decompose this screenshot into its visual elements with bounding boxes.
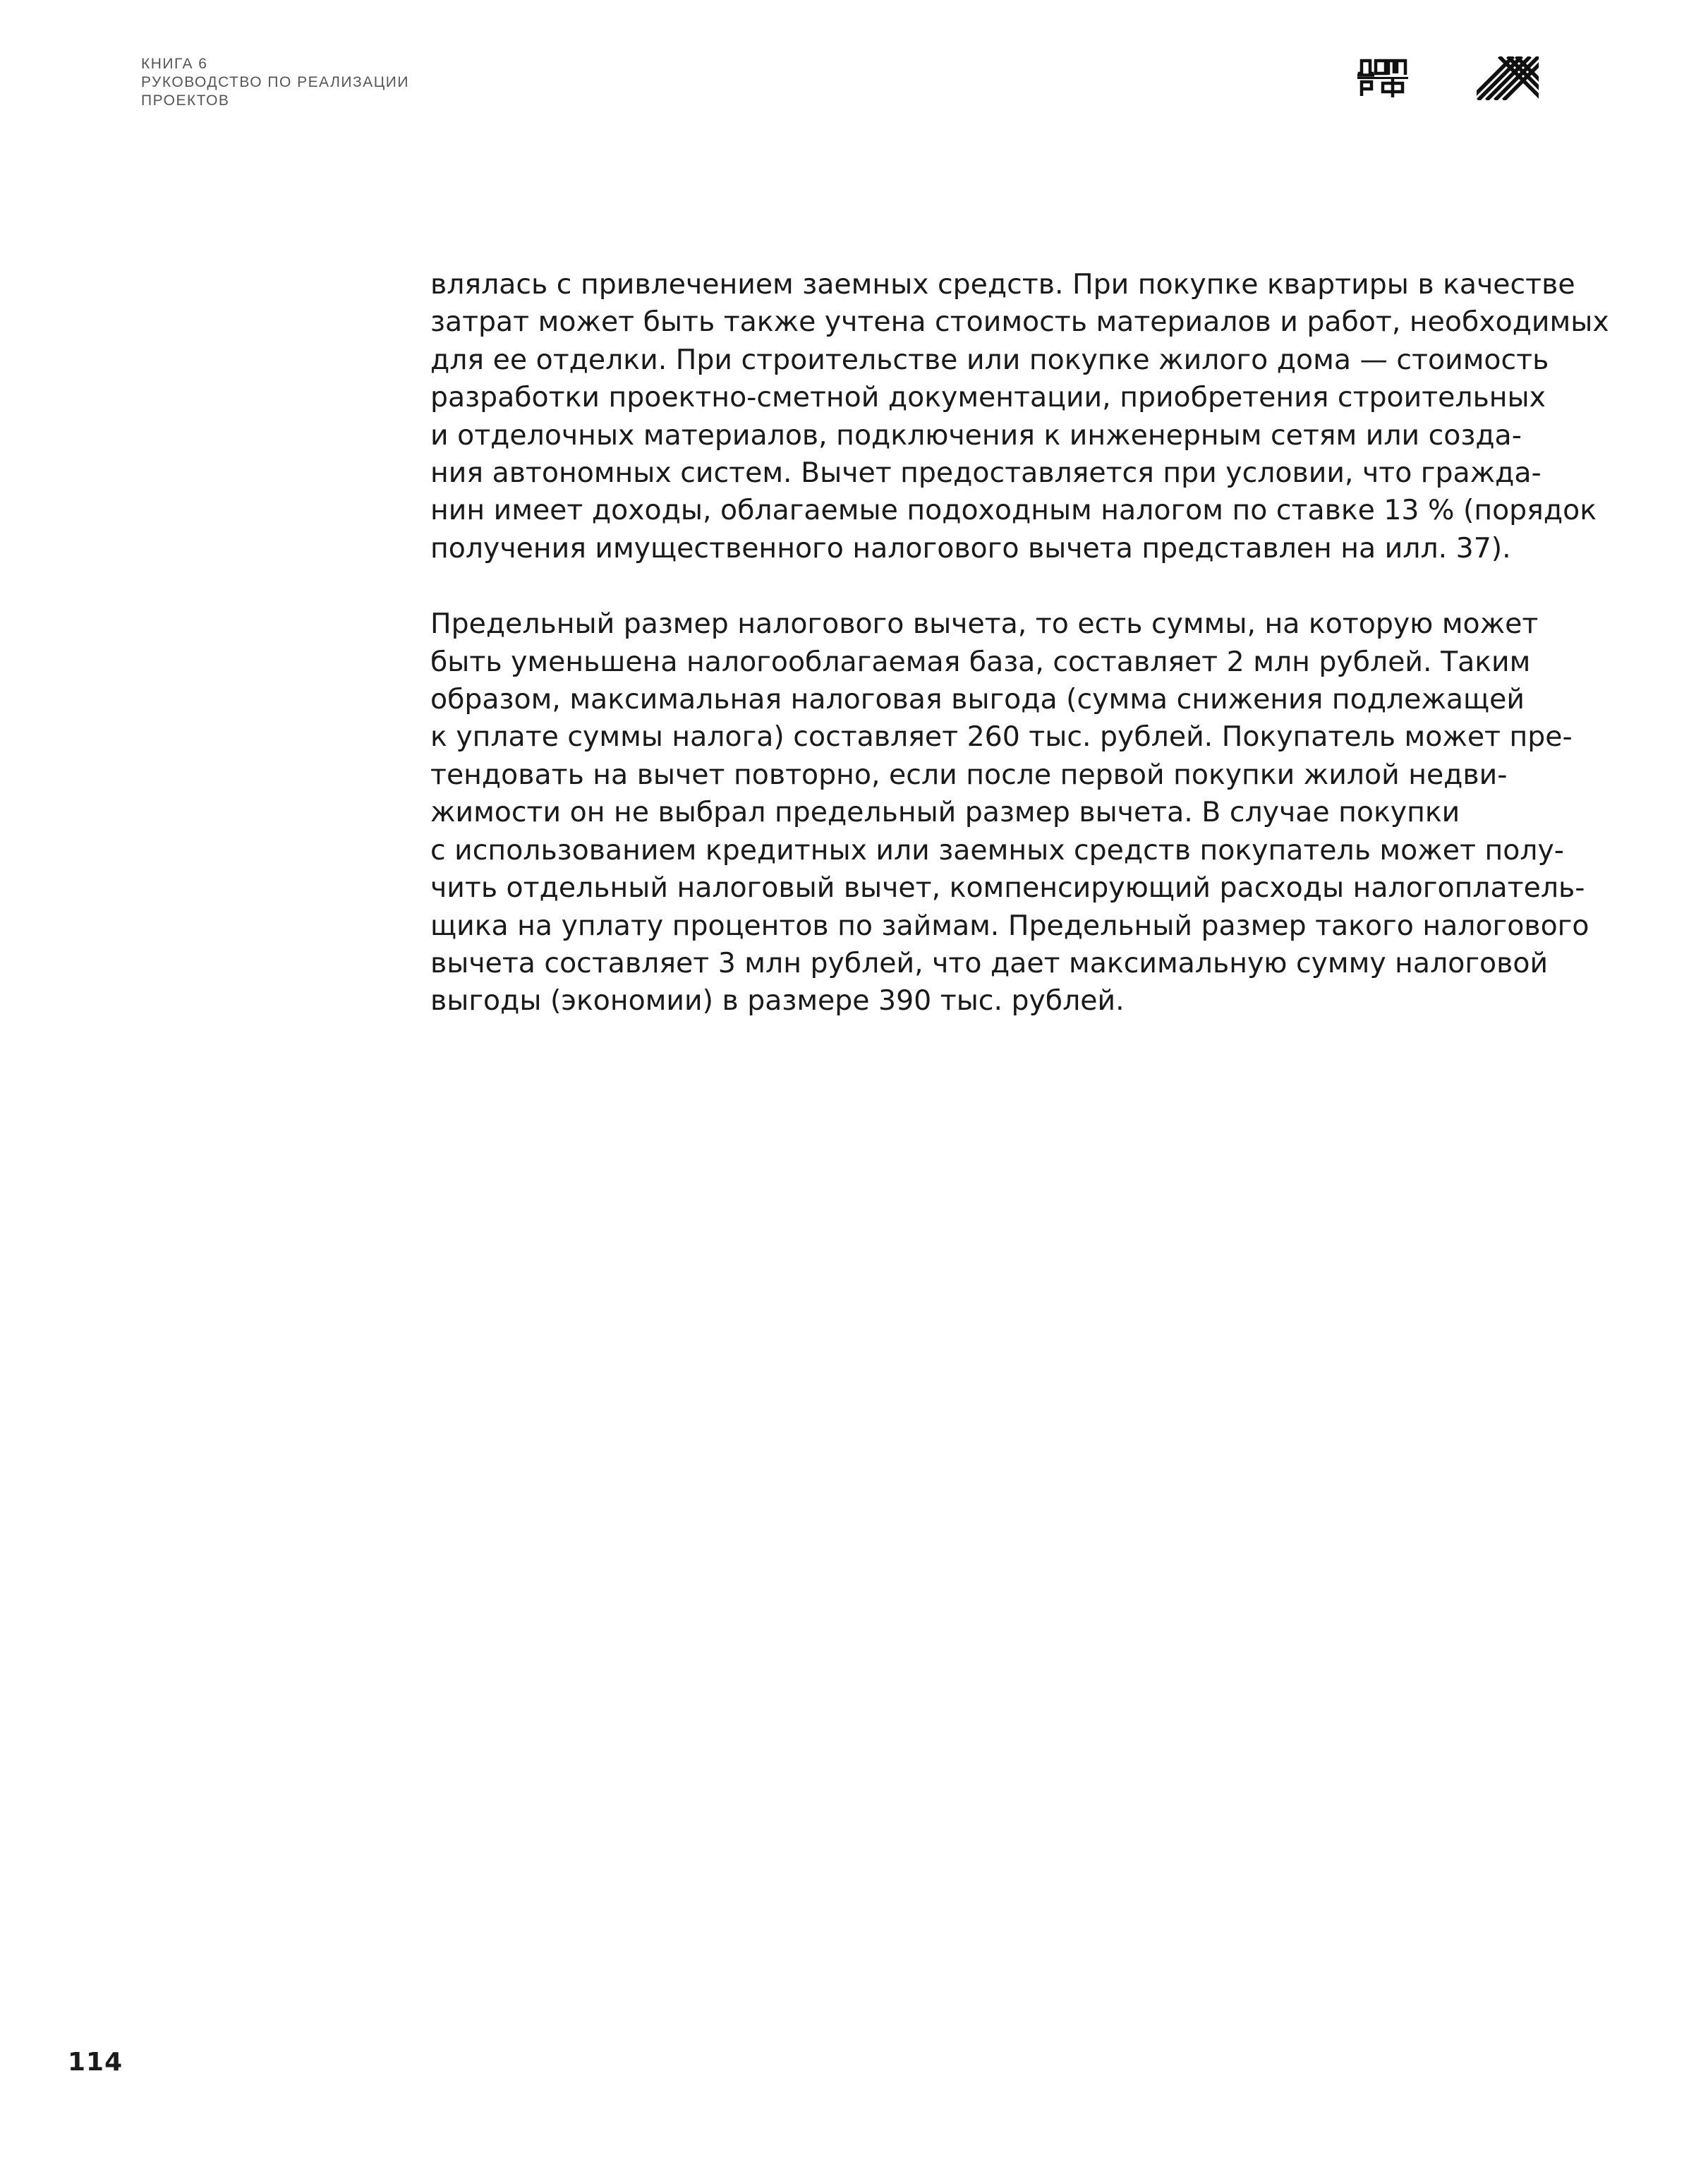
- running-head: [141, 55, 409, 110]
- hatched-pattern-logo: [1477, 56, 1539, 100]
- text-line: Предельный размер налогового вычета, то есть суммы, на которую может: [430, 608, 1539, 641]
- body-text: [430, 266, 1609, 1058]
- text-line: к уплате суммы налога) составляет 260 тыс. рублей. Покупатель может пре-: [430, 720, 1573, 754]
- text-line: получения имущественного налогового вычета представлен на илл. 37).: [430, 531, 1511, 565]
- running-head-line: ПРОЕКТОВ: [141, 92, 230, 109]
- text-line: для ее отделки. При строительстве или покупке жилого дома — стоимость: [430, 343, 1549, 376]
- dom-rf-logo: [1357, 56, 1408, 100]
- text-line: влялась с привлечением заемных средств. При покупке квартиры в качестве: [430, 268, 1575, 301]
- text-line: выгоды (экономии) в размере 390 тыс. рублей.: [430, 984, 1125, 1018]
- running-head-line: КНИГА 6: [141, 56, 208, 72]
- text-line: и отделочных материалов, подключения к инженерным сетям или созда-: [430, 418, 1522, 452]
- text-line: вычета составляет 3 млн рублей, что дает максимальную сумму налоговой: [430, 946, 1549, 979]
- text-line: затрат может быть также учтена стоимость материалов и работ, необходимых: [430, 306, 1609, 339]
- text-line: тендовать на вычет повторно, если после первой покупки жилой недви-: [430, 758, 1508, 791]
- text-line: нин имеет доходы, облагаемые подоходным налогом по ставке 13 % (порядок: [430, 494, 1597, 527]
- text-line: образом, максимальная налоговая выгода (сумма снижения подлежащей: [430, 683, 1525, 716]
- text-line: с использованием кредитных или заемных средств покупатель может полу-: [430, 833, 1564, 867]
- running-head-line: РУКОВОДСТВО ПО РЕАЛИЗАЦИИ: [141, 74, 409, 90]
- text-line: чить отдельный налоговый вычет, компенсирующий расходы налогоплатель-: [430, 871, 1585, 905]
- paragraph-1: [430, 266, 1609, 567]
- page-number: 114: [68, 2048, 123, 2077]
- text-line: щика на уплату процентов по займам. Предельный размер такого налогового: [430, 909, 1589, 942]
- paragraph-2: [430, 605, 1589, 1020]
- text-line: ния автономных систем. Вычет предоставляется при условии, что гражда-: [430, 457, 1542, 490]
- text-line: разработки проектно-сметной документации, приобретения строительных: [430, 381, 1546, 414]
- text-line: быть уменьшена налогооблагаемая база, составляет 2 млн рублей. Таким: [430, 645, 1531, 678]
- text-line: жимости он не выбрал предельный размер вычета. В случае покупки: [430, 796, 1460, 829]
